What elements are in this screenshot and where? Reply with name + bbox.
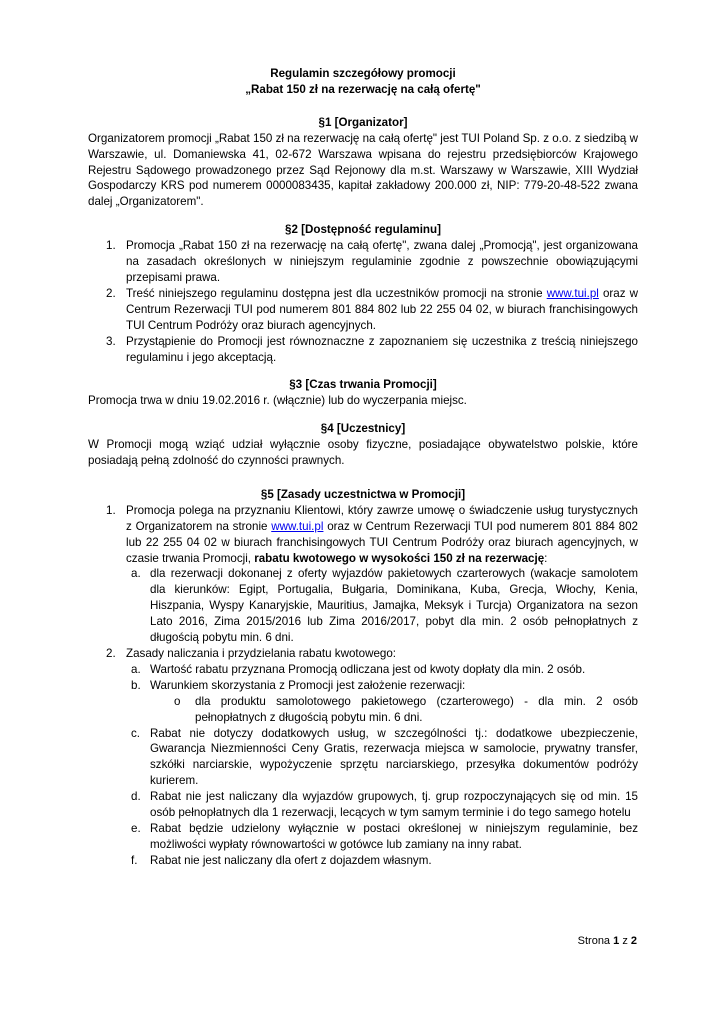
section-5-item-1a: [88, 566, 638, 646]
list-number: 3.: [106, 334, 116, 348]
list-number: 1.: [106, 503, 116, 517]
discount-amount-text: rabatu kwotowego w wysokości 150 zł na rezerwację: [254, 551, 545, 565]
section-5-item-2e: [88, 821, 638, 853]
current-page-number: 1: [613, 935, 620, 947]
section-5-item-2f: [88, 853, 638, 869]
list-number: 1.: [106, 239, 116, 253]
section-5-item-2d: [88, 789, 638, 821]
list-item-text: Promocja „Rabat 150 zł na rezerwację na całą ofertę", zwana dalej „Promocją", jest organizowana na zasadach określonych w niniejszym regulaminie zgodnie z powszechnie obowiązującymi przepisami prawa.: [126, 239, 638, 284]
list-item-text: Treść niniejszego regulaminu dostępna jest dla uczestników promocji na stronie: [126, 286, 547, 300]
section-5-item-1: [88, 503, 638, 567]
section-5-list: [88, 503, 638, 869]
list-item-text: oraz w Centrum Rezerwacji TUI pod numerem 801 884 802 lub 22 255 04 02 w biurach franchisingowych TUI Centrum Podróży oraz biurach agencyjnych, w czasie trwania Promocji,: [126, 519, 638, 565]
section-3-heading: §3 [Czas trwania Promocji]: [289, 378, 437, 392]
section-3-text: Promocja trwa w dniu 19.02.2016 r. (włącznie) lub do wyczerpania miejsc.: [88, 394, 467, 408]
tui-website-link[interactable]: www.tui.pl: [546, 286, 599, 300]
section-5-item-2a: [88, 662, 638, 678]
section-4-heading: §4 [Uczestnicy]: [320, 422, 406, 436]
page-label: Strona: [577, 935, 611, 947]
list-item-text: :: [544, 551, 548, 565]
document-title-line1: Regulamin szczegółowy promocji: [270, 67, 456, 80]
list-letter: f.: [131, 853, 138, 867]
list-item-text: dla produktu samolotowego pakietowego (czarterowego) - dla min. 2 osób pełnopłatnych z długością pobytu min. 6 dni.: [195, 694, 638, 724]
section-2-heading: §2 [Dostępność regulaminu]: [285, 223, 441, 237]
list-letter: d.: [131, 790, 141, 804]
section-5-item-2b-sub: [88, 694, 638, 726]
list-letter: c.: [131, 726, 141, 740]
section-5-item-2c: [88, 726, 638, 790]
list-item-text: Rabat nie dotyczy dodatkowych usług, w szczególności tj.: dodatkowe ubezpieczenie, Gwarancja Niezmienności Ceny Gratis, rezerwacja miejsca w samolocie, prywatny transfer, szkółki narciarskie, wypożyczenie sprzętu narciarskiego, przesyłka dokumentów podróży kurierem.: [150, 726, 638, 788]
section-1-text: Organizatorem promocji „Rabat 150 zł na rezerwację na całą ofertę" jest TUI Poland Sp. z o.o. z siedzibą w Warszawie, ul. Domaniewska 41, 02-672 Warszawa wpisana do rejestru przedsiębiorców Krajowego Rejestru Sądowego prowadzonego przez Sąd Rejonowy dla m.st. Warszawy w Warszawie, XIII Wydział Gospodarczy KRS pod numerem 0000083435, kapitał zakładowy 200.000 zł, NIP: 779-20-48-522 zwana dalej „Organizatorem".: [88, 131, 638, 209]
list-item-text: oraz w Centrum Rezerwacji TUI pod numerem 801 884 802 lub 22 255 04 02, w biurach franchisingowych TUI Centrum Podróży oraz biurach agencyjnych.: [126, 286, 638, 332]
section-2-list: [88, 238, 638, 365]
list-item-text: Rabat będzie udzielony wyłącznie w postaci określonej w niniejszym regulaminie, bez możliwości wypłaty równowartości w gotówce lub zamiany na inny rabat.: [150, 821, 638, 851]
bullet-circle: o: [174, 694, 181, 708]
document-title-line2: „Rabat 150 zł na rezerwację na całą ofertę": [245, 82, 481, 96]
section-2-item-2: [88, 286, 638, 334]
section-5-item-2: [88, 646, 638, 662]
section-5-heading: §5 [Zasady uczestnictwa w Promocji]: [260, 487, 466, 501]
list-number: 2.: [106, 286, 116, 300]
page-footer: [578, 935, 637, 947]
list-item-text: dla rezerwacji dokonanej z oferty wyjazdów pakietowych czarterowych (wakacje samolotem dla kierunków: Egipt, Portugalia, Bułgaria, Dominikana, Kuba, Grecja, Włochy, Kenia, Hiszpania, Wyspy Kanaryjskie, Mauritius, Jamajka, Meksyk i Turcja) Organizatora na sezon Lato 2016, Zima 2015/2016 lub Zima 2016/2017, pobyt dla min. 2 osób pełnopłatnych z długością pobytu min. 6 dni.: [150, 567, 638, 645]
section-2-item-1: [88, 238, 638, 286]
total-page-count: 2: [630, 935, 637, 947]
page-separator: z: [622, 935, 628, 947]
list-letter: a.: [131, 567, 141, 581]
section-1-heading: §1 [Organizator]: [318, 115, 408, 129]
section-2-item-3: [88, 334, 638, 366]
list-item-text: Warunkiem skorzystania z Promocji jest założenie rezerwacji:: [150, 678, 466, 692]
list-letter: e.: [131, 821, 141, 835]
list-item-text: Wartość rabatu przyznana Promocją odliczana jest od kwoty dopłaty dla min. 2 osób.: [150, 662, 586, 676]
list-number: 2.: [106, 647, 116, 660]
list-item-text: Rabat nie jest naliczany dla ofert z dojazdem własnym.: [150, 853, 432, 867]
section-5-item-2b: [88, 678, 638, 694]
section-4-text: W Promocji mogą wziąć udział wyłącznie osoby fizyczne, posiadające obywatelstwo polskie, które posiadają pełną zdolność do czynności prawnych.: [88, 438, 638, 468]
list-item-text: Przystąpienie do Promocji jest równoznaczne z zapoznaniem się uczestnika z treścią niniejszego regulaminu i jego akceptacją.: [126, 334, 638, 364]
list-letter: b.: [131, 678, 141, 692]
list-letter: a.: [131, 662, 141, 676]
document-page: [88, 66, 638, 869]
list-item-text: Promocja polega na przyznaniu Klientowi, który zawrze umowę o świadczenie usług turystycznych z Organizatorem na stronie: [126, 503, 638, 533]
tui-website-link[interactable]: www.tui.pl: [271, 519, 324, 533]
list-item-text: Zasady naliczania i przydzielania rabatu kwotowego:: [126, 647, 397, 660]
list-item-text: Rabat nie jest naliczany dla wyjazdów grupowych, tj. grup rozpoczynających się od min. 15 osób pełnopłatnych dla 1 rezerwacji, lecących w tym samym terminie i do tego samego hotelu: [150, 790, 638, 820]
